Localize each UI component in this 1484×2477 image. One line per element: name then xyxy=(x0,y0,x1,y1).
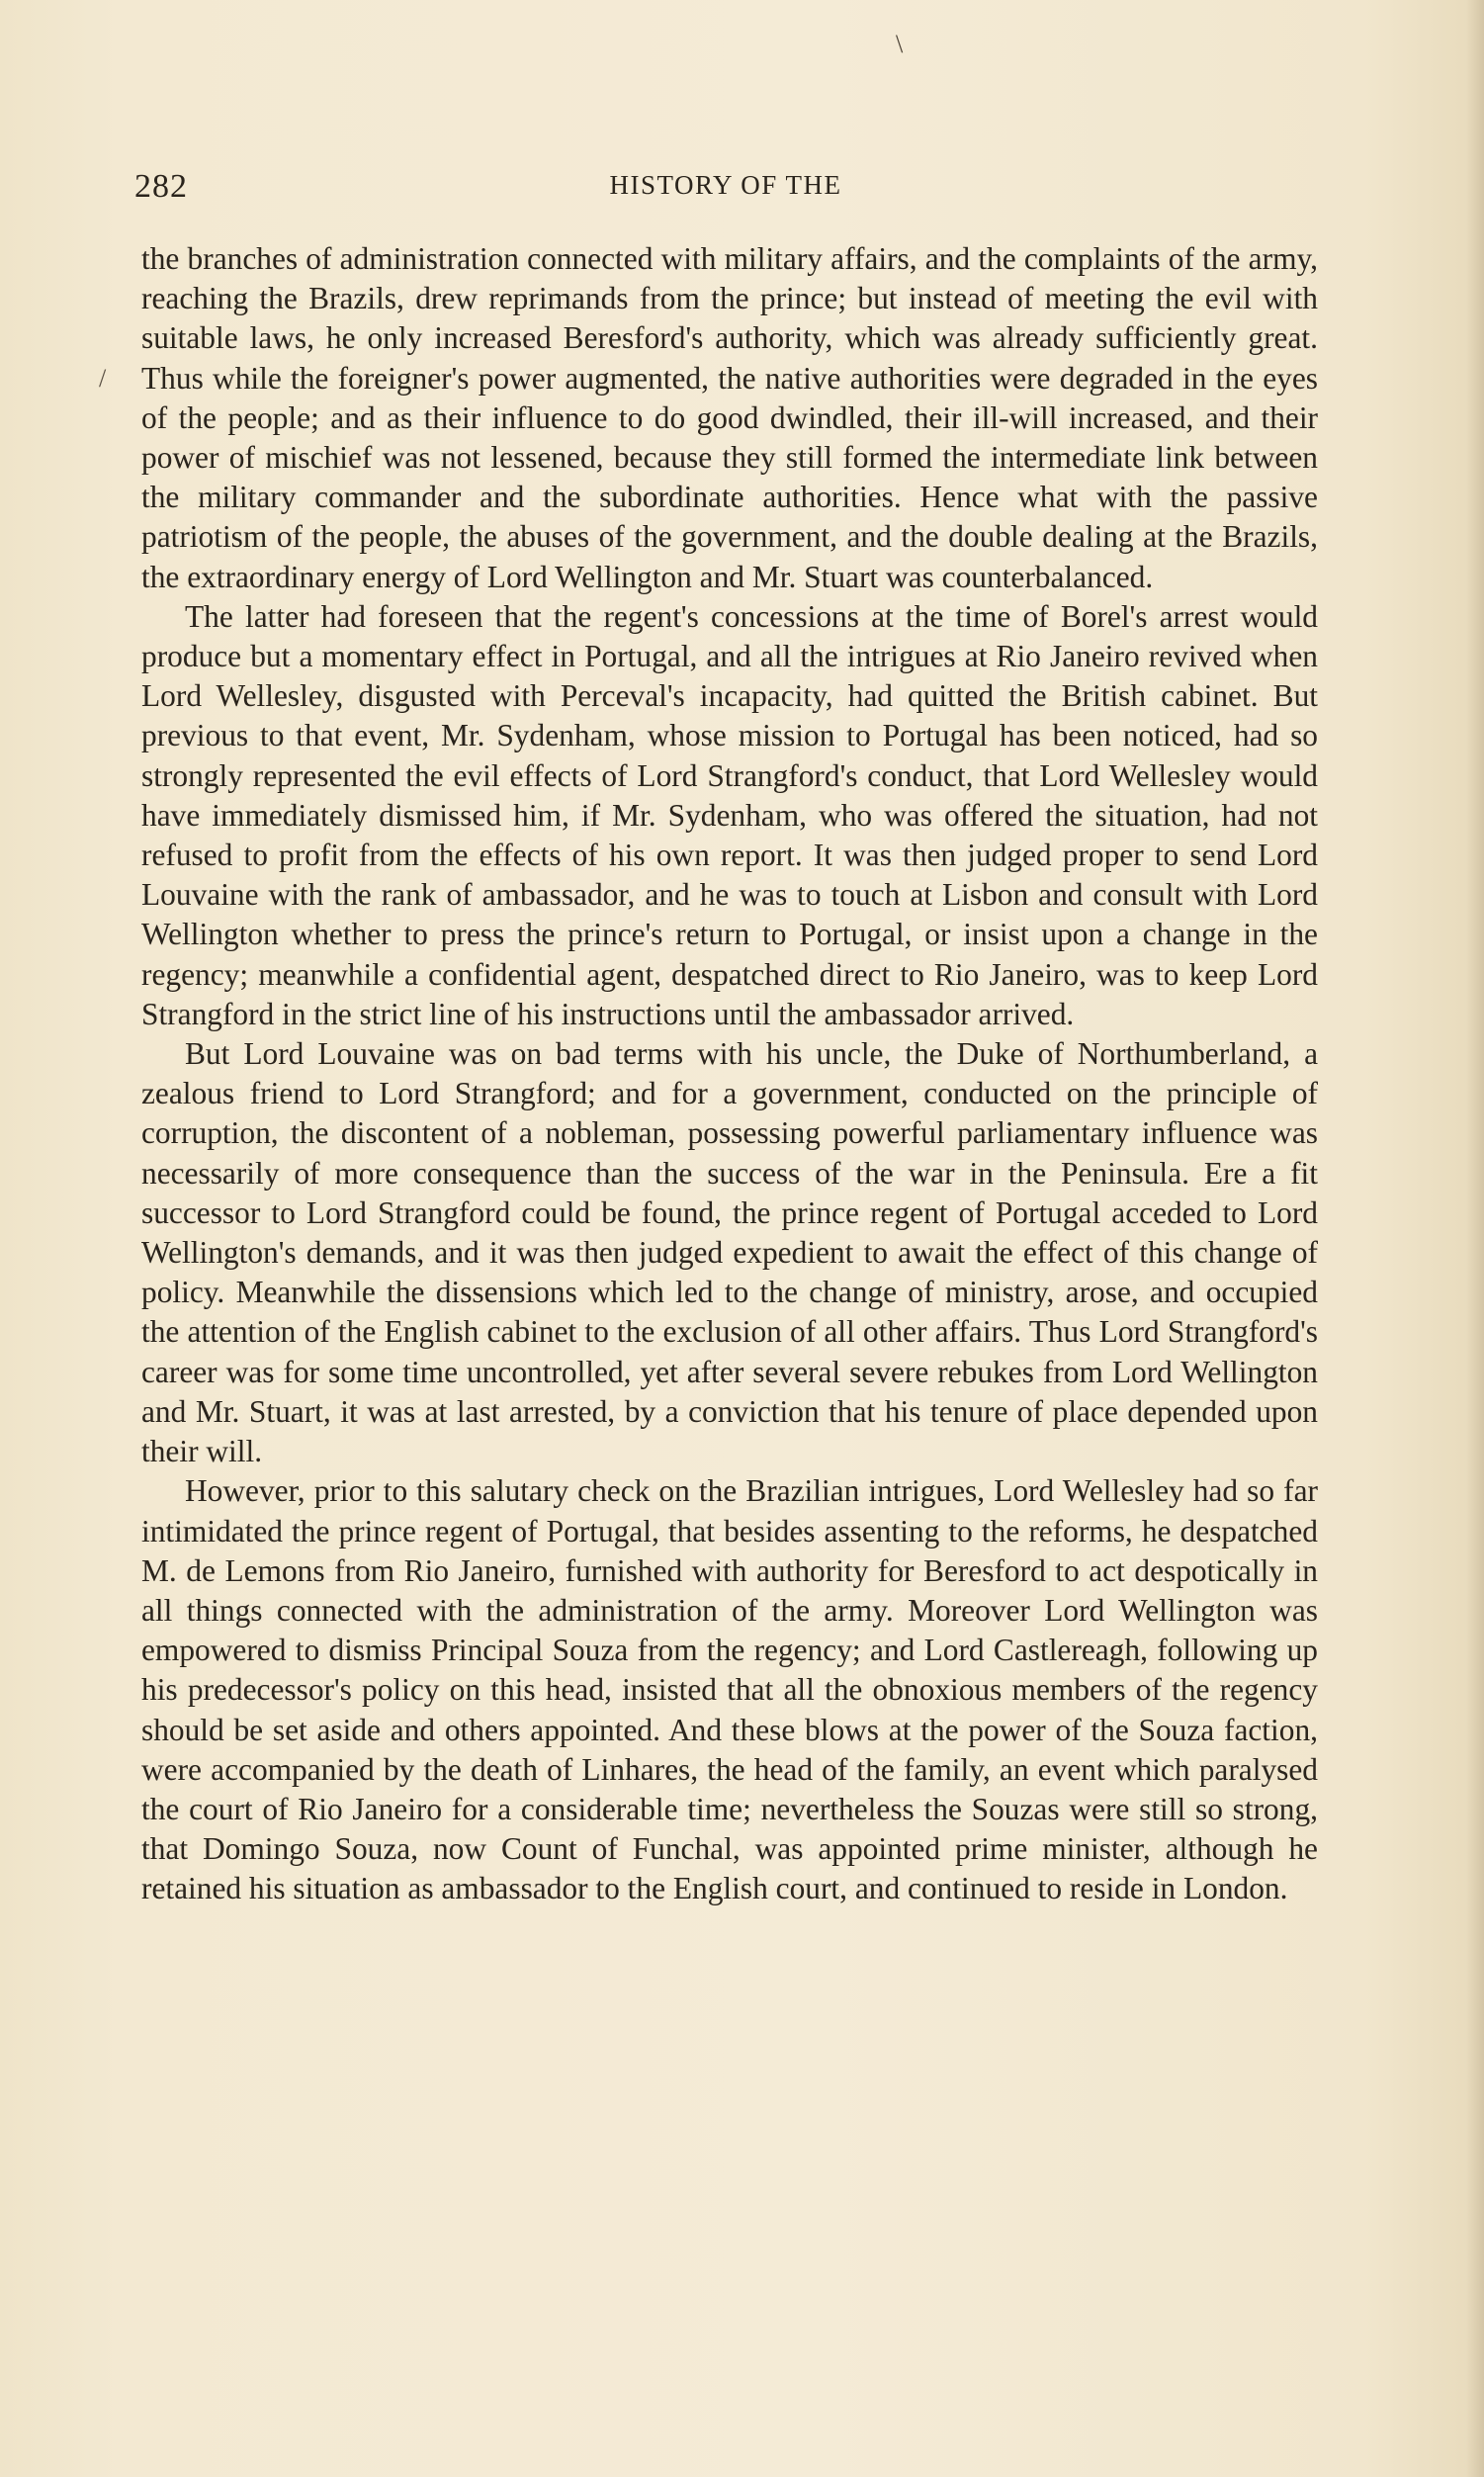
paragraph-2: The latter had foreseen that the regent's concessions at the time of Borel's arrest would produce but a momentary effect in Portugal, and all the intrigues at Rio Janeiro revived when Lord Wellesley, disgusted with Perceval's incapacity, had quitted the British cabinet. But previous to that event, Mr. Sydenham, whose mission to Portugal has been noticed, had so strongly represented the evil effects of Lord Strangford's conduct, that Lord Wellesley would have immediately dismissed him, if Mr. Sydenham, who was offered the situation, had not refused to profit from the effects of his own report. It was then judged proper to send Lord Louvaine with the rank of ambassador, and he was to touch at Lisbon and consult with Lord Wellington whether to press the prince's return to Portugal, or insist upon a change in the regency; meanwhile a confidential agent, despatched direct to Rio Janeiro, was to keep Lord Strangford in the strict line of his instructions until the ambassador arrived. xyxy=(141,598,1318,1031)
margin-tick-mark: / xyxy=(99,364,107,393)
page-edge-shadow xyxy=(1466,0,1484,2477)
top-tick-mark: \ xyxy=(896,30,904,58)
body-text xyxy=(141,239,1318,1909)
paragraph-3: But Lord Louvaine was on bad terms with his uncle, the Duke of Northumberland, a zealous friend to Lord Strangford; and for a government, conducted on the principle of corruption, the discontent of a nobleman, possessing powerful parliamentary influence was necessarily of more consequence than the success of the war in the Peninsula. Ere a fit successor to Lord Strangford could be found, the prince regent of Portugal acceded to Lord Wellington's demands, and it was then judged expedient to await the effect of this change of policy. Meanwhile the dissensions which led to the change of ministry, arose, and occupied the attention of the English cabinet to the exclusion of all other affairs. Thus Lord Strangford's career was for some time uncontrolled, yet after several severe rebukes from Lord Wellington and Mr. Stuart, it was at last arrested, by a conviction that his tenure of place depended upon their will. xyxy=(141,1036,1318,1469)
paragraph-1: the branches of administration connected with military affairs, and the complaints of the army, reaching the Brazils, drew reprimands from the prince; but instead of meeting the evil with suitable laws, he only increased Beresford's authority, which was already sufficiently great. Thus while the foreigner's power augmented, the native authorities were degraded in the eyes of the people; and as their influence to do good dwindled, their ill-will increased, and their power of mischief was not lessened, because they still formed the intermediate link between the military commander and the subordinate authorities. Hence what with the passive patriotism of the people, the abuses of the government, and the double dealing at the Brazils, the extraordinary energy of Lord Wellington and Mr. Stuart was counterbalanced. xyxy=(141,241,1318,594)
paragraph-4: However, prior to this salutary check on the Brazilian intrigues, Lord Wellesley had so far intimidated the prince regent of Portugal, that besides assenting to the reforms, he despatched M. de Lemons from Rio Janeiro, furnished with authority for Beresford to act despotically in all things connected with the administration of the army. Moreover Lord Wellington was empowered to dismiss Principal Souza from the regency; and Lord Castlereagh, following up his predecessor's policy on this head, insisted that all the obnoxious members of the regency should be set aside and others appointed. And these blows at the power of the Souza faction, were accompanied by the death of Linhares, the head of the family, an event which paralysed the court of Rio Janeiro for a considerable time; nevertheless the Souzas were still so strong, that Domingo Souza, now Count of Funchal, was appointed prime minister, although he retained his situation as ambassador to the English court, and continued to reside in London. xyxy=(141,1473,1318,1906)
page-number: 282 xyxy=(134,168,188,205)
header-title: HISTORY OF THE xyxy=(609,170,842,200)
running-head xyxy=(134,168,1317,208)
